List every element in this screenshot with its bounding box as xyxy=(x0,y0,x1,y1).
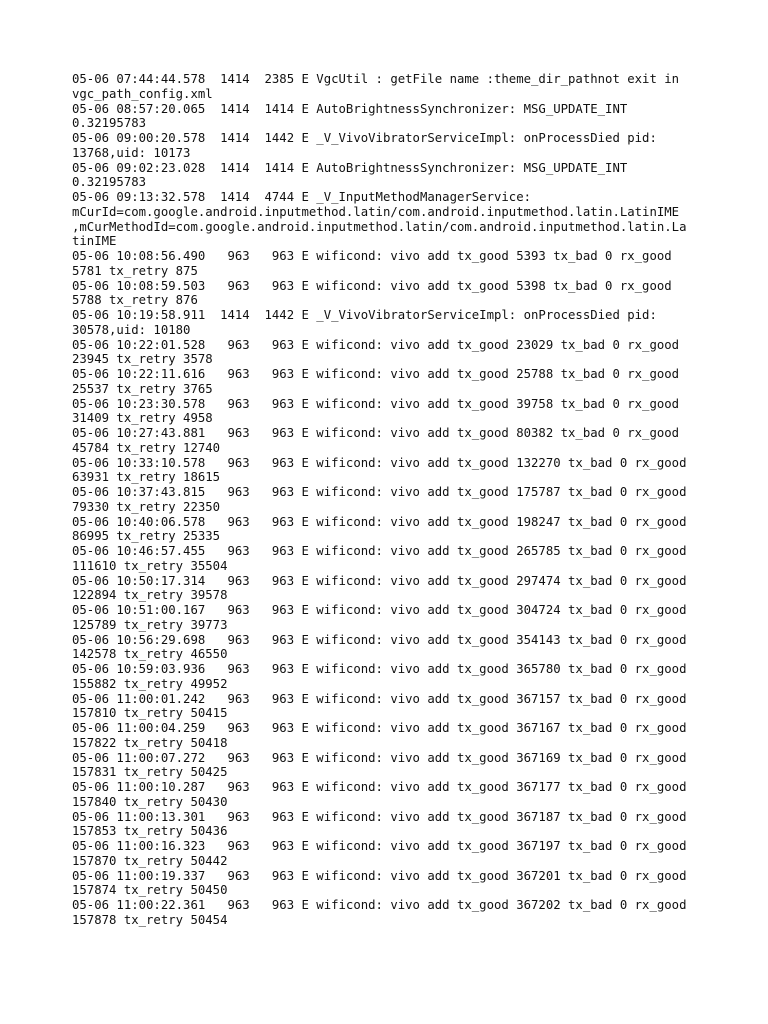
log-line: 05-06 10:46:57.455 963 963 E wificond: vivo add tx_good 265785 tx_bad 0 rx_good xyxy=(72,544,687,558)
log-line: 157831 tx_retry 50425 xyxy=(72,765,228,780)
log-line: 142578 tx_retry 46550 xyxy=(72,647,228,662)
log-line: 05-06 11:00:13.301 963 963 E wificond: vivo add tx_good 367187 tx_bad 0 rx_good xyxy=(72,809,687,824)
log-line: 05-06 09:02:23.028 1414 1414 E AutoBrightnessSynchronizer: MSG_UPDATE_INT xyxy=(72,160,628,175)
log-line: 05-06 11:00:22.361 963 963 E wificond: vivo add tx_good 367202 tx_bad 0 rx_good xyxy=(72,898,687,912)
log-line: 157853 tx_retry 50436 xyxy=(72,824,228,839)
log-line: 125789 tx_retry 39773 xyxy=(72,617,228,632)
log-line: 45784 tx_retry 12740 xyxy=(72,440,221,455)
log-line: 155882 tx_retry 49952 xyxy=(72,676,228,691)
log-line: 05-06 10:51:00.167 963 963 E wificond: vivo add tx_good 304724 tx_bad 0 rx_good xyxy=(72,603,687,617)
log-line: 05-06 09:00:20.578 1414 1442 E _V_VivoVibratorServiceImpl: onProcessDied pid: xyxy=(72,131,657,145)
log-line: 86995 tx_retry 25335 xyxy=(72,529,221,544)
log-line: 05-06 10:22:11.616 963 963 E wificond: vivo add tx_good 25788 tx_bad 0 rx_good xyxy=(72,367,680,381)
log-line: tinIME xyxy=(72,234,117,249)
log-line: 05-06 07:44:44.578 1414 2385 E VgcUtil : getFile name :theme_dir_pathnot exit in xyxy=(72,72,680,86)
log-line: 05-06 10:37:43.815 963 963 E wificond: vivo add tx_good 175787 tx_bad 0 rx_good xyxy=(72,485,687,499)
log-line: 122894 tx_retry 39578 xyxy=(72,588,228,603)
log-line: 05-06 10:23:30.578 963 963 E wificond: vivo add tx_good 39758 tx_bad 0 rx_good xyxy=(72,396,680,411)
log-line: 0.32195783 xyxy=(72,175,147,190)
log-line: 05-06 10:40:06.578 963 963 E wificond: vivo add tx_good 198247 tx_bad 0 rx_good xyxy=(72,514,687,529)
log-line: 05-06 10:27:43.881 963 963 E wificond: vivo add tx_good 80382 tx_bad 0 rx_good xyxy=(72,426,680,440)
log-line: 157870 tx_retry 50442 xyxy=(72,853,228,868)
log-line: 157822 tx_retry 50418 xyxy=(72,735,228,750)
log-line: 05-06 11:00:01.242 963 963 E wificond: vivo add tx_good 367157 tx_bad 0 rx_good xyxy=(72,691,687,706)
log-line: 157874 tx_retry 50450 xyxy=(72,883,228,898)
log-line: 05-06 11:00:04.259 963 963 E wificond: vivo add tx_good 367167 tx_bad 0 rx_good xyxy=(72,721,687,735)
log-line: mCurId=com.google.android.inputmethod.latin/com.android.inputmethod.latin.LatinIME xyxy=(72,204,680,219)
log-line: 157810 tx_retry 50415 xyxy=(72,706,228,721)
log-line: 25537 tx_retry 3765 xyxy=(72,381,213,396)
log-line: 63931 tx_retry 18615 xyxy=(72,470,221,485)
log-line: 05-06 11:00:07.272 963 963 E wificond: vivo add tx_good 367169 tx_bad 0 rx_good xyxy=(72,750,687,765)
log-line: 05-06 10:08:56.490 963 963 E wificond: vivo add tx_good 5393 tx_bad 0 rx_good xyxy=(72,249,672,263)
log-line: 30578,uid: 10180 xyxy=(72,322,191,337)
log-line: vgc_path_config.xml xyxy=(72,86,213,101)
log-line: 0.32195783 xyxy=(72,116,147,131)
log-line: 23945 tx_retry 3578 xyxy=(72,352,213,367)
log-line: 5788 tx_retry 876 xyxy=(72,293,198,308)
log-line: 05-06 10:08:59.503 963 963 E wificond: vivo add tx_good 5398 tx_bad 0 rx_good xyxy=(72,278,672,293)
log-line: 05-06 10:56:29.698 963 963 E wificond: vivo add tx_good 354143 tx_bad 0 rx_good xyxy=(72,632,687,647)
log-line: 157878 tx_retry 50454 xyxy=(72,912,228,927)
log-line: 79330 tx_retry 22350 xyxy=(72,499,221,514)
log-line: 05-06 11:00:16.323 963 963 E wificond: vivo add tx_good 367197 tx_bad 0 rx_good xyxy=(72,839,687,853)
log-line: 05-06 10:59:03.936 963 963 E wificond: vivo add tx_good 365780 tx_bad 0 rx_good xyxy=(72,662,687,676)
log-line: 05-06 08:57:20.065 1414 1414 E AutoBrightnessSynchronizer: MSG_UPDATE_INT xyxy=(72,101,628,116)
log-line: 05-06 10:19:58.911 1414 1442 E _V_VivoVibratorServiceImpl: onProcessDied pid: xyxy=(72,308,657,322)
log-line: ,mCurMethodId=com.google.android.inputmethod.latin/com.android.inputmethod.latin.La xyxy=(72,219,687,234)
log-line: 5781 tx_retry 875 xyxy=(72,263,198,278)
log-line: 05-06 10:22:01.528 963 963 E wificond: vivo add tx_good 23029 tx_bad 0 rx_good xyxy=(72,337,680,352)
log-line: 05-06 10:50:17.314 963 963 E wificond: vivo add tx_good 297474 tx_bad 0 rx_good xyxy=(72,573,687,588)
log-line: 13768,uid: 10173 xyxy=(72,145,191,160)
log-line: 05-06 10:33:10.578 963 963 E wificond: vivo add tx_good 132270 tx_bad 0 rx_good xyxy=(72,455,687,470)
log-line: 05-06 11:00:10.287 963 963 E wificond: vivo add tx_good 367177 tx_bad 0 rx_good xyxy=(72,780,687,794)
log-line: 05-06 11:00:19.337 963 963 E wificond: vivo add tx_good 367201 tx_bad 0 rx_good xyxy=(72,868,687,883)
log-text-block xyxy=(72,72,712,928)
log-line: 111610 tx_retry 35504 xyxy=(72,558,228,573)
log-line: 05-06 09:13:32.578 1414 4744 E _V_InputMethodManagerService: xyxy=(72,190,532,204)
log-line: 157840 tx_retry 50430 xyxy=(72,794,228,809)
log-line: 31409 tx_retry 4958 xyxy=(72,411,213,426)
